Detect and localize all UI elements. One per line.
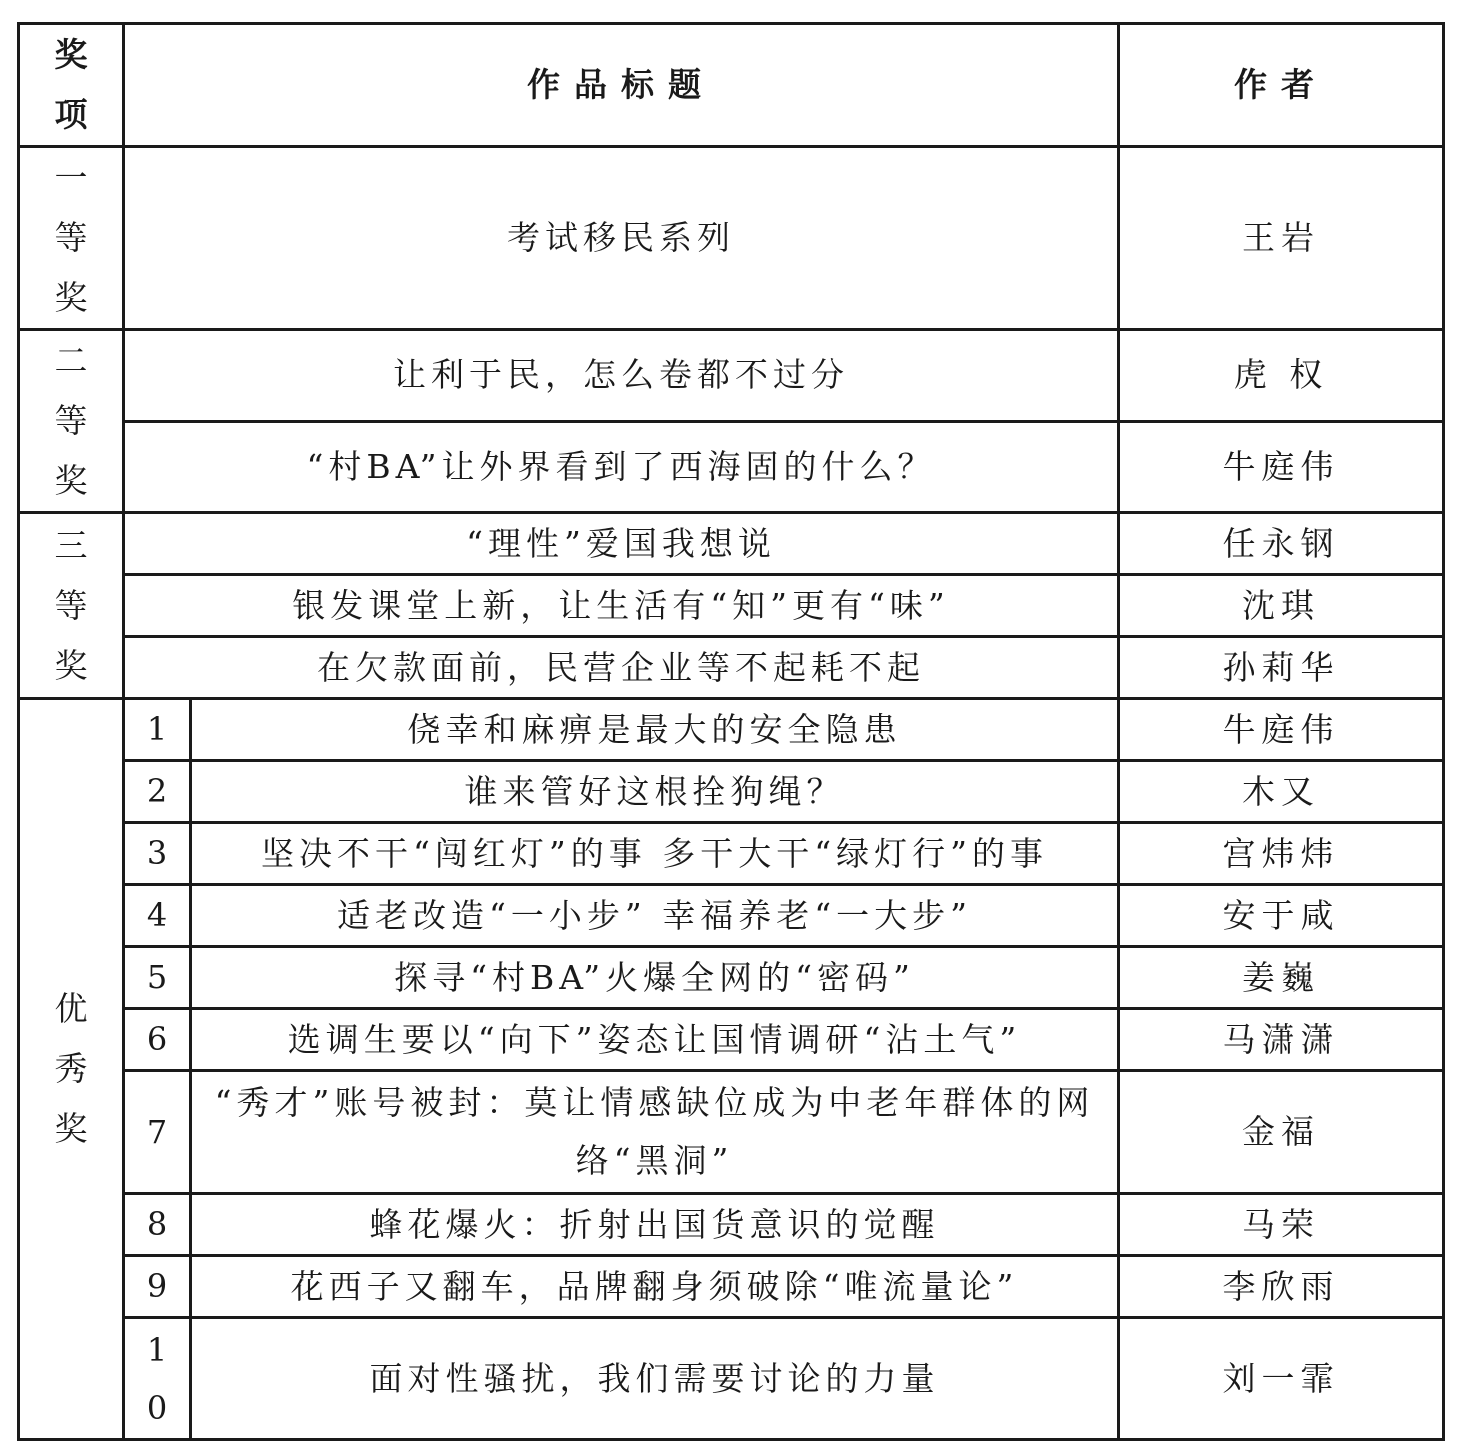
awards-table bbox=[17, 22, 1445, 1441]
work-title: 选调生要以“向下”姿态让国情调研“沾土气” bbox=[191, 1009, 1119, 1071]
award-column-header bbox=[19, 24, 124, 147]
work-title: “理性”爱国我想说 bbox=[124, 513, 1119, 575]
work-title: “村BA”让外界看到了西海固的什么？ bbox=[124, 421, 1119, 513]
work-author: 李欣雨 bbox=[1119, 1256, 1444, 1318]
table-row bbox=[19, 330, 1444, 422]
first-prize-label bbox=[19, 147, 124, 330]
award-header-char: 项 bbox=[54, 95, 88, 134]
item-number: 9 bbox=[124, 1256, 191, 1318]
work-author: 安于咸 bbox=[1119, 885, 1444, 947]
work-author: 木又 bbox=[1119, 761, 1444, 823]
item-number: 1 bbox=[124, 699, 191, 761]
work-title: 花西子又翻车，品牌翻身须破除“唯流量论” bbox=[191, 1256, 1119, 1318]
work-author: 宫炜炜 bbox=[1119, 823, 1444, 885]
item-number: 8 bbox=[124, 1194, 191, 1256]
work-title: 让利于民，怎么卷都不过分 bbox=[124, 330, 1119, 422]
work-author: 马潇潇 bbox=[1119, 1009, 1444, 1071]
work-title: 探寻“村BA”火爆全网的“密码” bbox=[191, 947, 1119, 1009]
award-char: 秀 bbox=[54, 1049, 88, 1088]
award-char: 奖 bbox=[54, 461, 88, 500]
work-author: 马荣 bbox=[1119, 1194, 1444, 1256]
item-number: 4 bbox=[124, 885, 191, 947]
excellent-prize-label bbox=[19, 699, 124, 1440]
work-author: 虎 权 bbox=[1119, 330, 1444, 422]
table-row bbox=[19, 1009, 1444, 1071]
work-title: 谁来管好这根拴狗绳？ bbox=[191, 761, 1119, 823]
work-title: “秀才”账号被封：莫让情感缺位成为中老年群体的网络“黑洞” bbox=[191, 1071, 1119, 1194]
award-char: 奖 bbox=[54, 1109, 88, 1148]
work-title: 银发课堂上新，让生活有“知”更有“味” bbox=[124, 575, 1119, 637]
award-char: 奖 bbox=[54, 645, 88, 685]
item-number: 2 bbox=[124, 761, 191, 823]
award-char: 等 bbox=[54, 401, 88, 440]
second-prize-label bbox=[19, 330, 124, 513]
item-number-digit: 1 bbox=[146, 1330, 168, 1369]
work-title: 考试移民系列 bbox=[124, 147, 1119, 330]
award-char: 三 bbox=[54, 525, 88, 565]
table-row bbox=[19, 885, 1444, 947]
item-number bbox=[124, 1318, 191, 1440]
table-row bbox=[19, 1256, 1444, 1318]
work-title: 面对性骚扰，我们需要讨论的力量 bbox=[191, 1318, 1119, 1440]
table-row bbox=[19, 1318, 1444, 1440]
table-row bbox=[19, 513, 1444, 575]
table-row bbox=[19, 947, 1444, 1009]
title-column-header: 作品标题 bbox=[124, 24, 1119, 147]
award-header-char: 奖 bbox=[54, 35, 88, 74]
work-author: 牛庭伟 bbox=[1119, 699, 1444, 761]
table-row bbox=[19, 421, 1444, 513]
table-row bbox=[19, 823, 1444, 885]
table-row bbox=[19, 1071, 1444, 1194]
table-row bbox=[19, 637, 1444, 699]
table-row bbox=[19, 1194, 1444, 1256]
work-author: 姜巍 bbox=[1119, 947, 1444, 1009]
work-author: 任永钢 bbox=[1119, 513, 1444, 575]
author-column-header: 作者 bbox=[1119, 24, 1444, 147]
table-row bbox=[19, 147, 1444, 330]
award-char: 等 bbox=[54, 218, 88, 257]
work-author: 刘一霏 bbox=[1119, 1318, 1444, 1440]
award-char: 等 bbox=[54, 585, 88, 625]
item-number: 6 bbox=[124, 1009, 191, 1071]
award-char: 奖 bbox=[54, 278, 88, 317]
header-row bbox=[19, 24, 1444, 147]
work-author: 牛庭伟 bbox=[1119, 421, 1444, 513]
item-number-digit: 0 bbox=[146, 1388, 168, 1427]
third-prize-label bbox=[19, 513, 124, 699]
item-number: 7 bbox=[124, 1071, 191, 1194]
item-number: 5 bbox=[124, 947, 191, 1009]
work-title: 坚决不干“闯红灯”的事 多干大干“绿灯行”的事 bbox=[191, 823, 1119, 885]
table-row bbox=[19, 761, 1444, 823]
work-title: 在欠款面前，民营企业等不起耗不起 bbox=[124, 637, 1119, 699]
work-title: 适老改造“一小步” 幸福养老“一大步” bbox=[191, 885, 1119, 947]
work-author: 王岩 bbox=[1119, 147, 1444, 330]
work-author: 孙莉华 bbox=[1119, 637, 1444, 699]
work-author: 沈琪 bbox=[1119, 575, 1444, 637]
work-author: 金福 bbox=[1119, 1071, 1444, 1194]
work-title: 蜂花爆火：折射出国货意识的觉醒 bbox=[191, 1194, 1119, 1256]
table-row bbox=[19, 575, 1444, 637]
award-char: 二 bbox=[54, 341, 88, 380]
award-char: 一 bbox=[54, 158, 88, 197]
table-row bbox=[19, 699, 1444, 761]
award-char: 优 bbox=[54, 989, 88, 1028]
work-title: 侥幸和麻痹是最大的安全隐患 bbox=[191, 699, 1119, 761]
item-number: 3 bbox=[124, 823, 191, 885]
